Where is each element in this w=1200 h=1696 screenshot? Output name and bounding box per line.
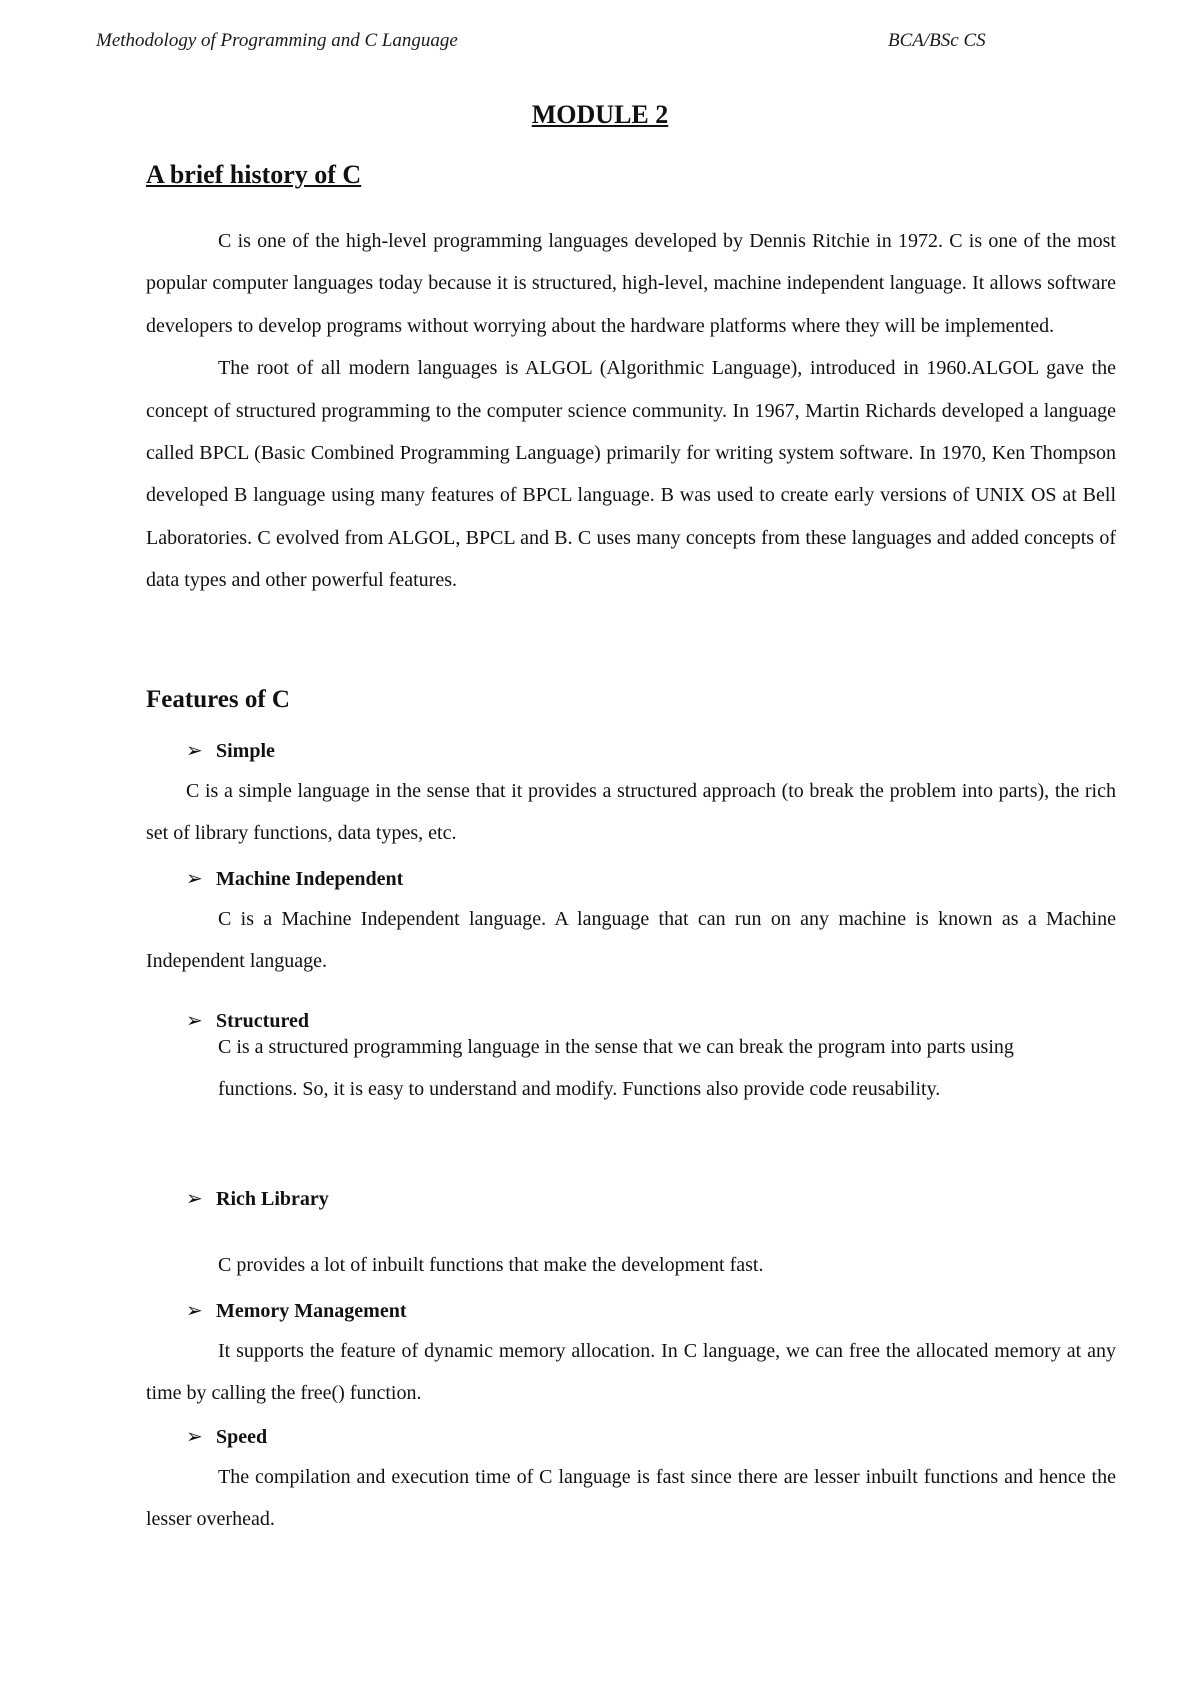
feature-desc-rich-library: C provides a lot of inbuilt functions that make the development fast. bbox=[218, 1254, 764, 1276]
history-paragraph-2: The root of all modern languages is ALGOL (Algorithmic Language), introduced in 1960.ALGOL gave the concept of structured programming to the computer science community. In 1967, Martin Richards developed a language called BPCL (Basic Combined Programming Language) primarily for writing system software. In 1970, Ken Thompson developed B language using many features of BPCL language. B was used to create early versions of UNIX OS at Bell Laboratories. C evolved from ALGOL, BPCL and B. C uses many concepts from these languages and added concepts of data types and other powerful features. bbox=[146, 357, 1116, 592]
module-title: MODULE 2 bbox=[531, 100, 669, 129]
feature-item-rich-library bbox=[186, 1186, 329, 1211]
feature-title: Speed bbox=[216, 1426, 268, 1448]
arrowhead-bullet-icon: ➢ bbox=[186, 1188, 203, 1210]
arrowhead-bullet-icon: ➢ bbox=[186, 740, 203, 762]
history-section bbox=[146, 220, 1116, 602]
arrowhead-bullet-icon: ➢ bbox=[186, 1010, 203, 1032]
arrowhead-bullet-icon: ➢ bbox=[186, 1300, 203, 1322]
feature-desc-memory-management: It supports the feature of dynamic memory allocation. In C language, we can free the allocated memory at any time by calling the free() function. bbox=[146, 1340, 1116, 1405]
feature-item-simple bbox=[186, 738, 275, 763]
section-title: A brief history of C bbox=[146, 160, 362, 189]
header-course-title: Methodology of Programming and C Language bbox=[96, 30, 458, 51]
history-paragraph-1: C is one of the high-level programming languages developed by Dennis Ritchie in 1972. C is one of the most popular computer languages today because it is structured, high-level, machine independent language. It allows software developers to develop programs without worrying about the hardware platforms where they will be implemented. bbox=[146, 230, 1116, 337]
feature-title: Rich Library bbox=[216, 1188, 329, 1210]
feature-title: Simple bbox=[216, 740, 275, 762]
feature-desc-speed: The compilation and execution time of C language is fast since there are lesser inbuilt functions and hence the lesser overhead. bbox=[146, 1466, 1116, 1531]
feature-item-memory-management bbox=[186, 1298, 407, 1323]
feature-desc-machine-independent: C is a Machine Independent language. A language that can run on any machine is known as a Machine Independent language. bbox=[146, 908, 1116, 973]
feature-item-machine-independent bbox=[186, 866, 403, 891]
feature-title: Memory Management bbox=[216, 1300, 407, 1322]
header-program: BCA/BSc CS bbox=[888, 30, 986, 51]
features-heading: Features of C bbox=[146, 686, 290, 713]
arrowhead-bullet-icon: ➢ bbox=[186, 868, 203, 890]
feature-title: Structured bbox=[216, 1010, 309, 1032]
arrowhead-bullet-icon: ➢ bbox=[186, 1426, 203, 1448]
feature-title: Machine Independent bbox=[216, 868, 404, 890]
feature-desc-simple: C is a simple language in the sense that it provides a structured approach (to break the problem into parts), the rich set of library functions, data types, etc. bbox=[146, 780, 1116, 845]
feature-desc-structured: C is a structured programming language in the sense that we can break the program into parts using functions. So, it is easy to understand and modify. Functions also provide code reusability. bbox=[218, 1036, 1014, 1101]
feature-item-speed bbox=[186, 1424, 267, 1449]
